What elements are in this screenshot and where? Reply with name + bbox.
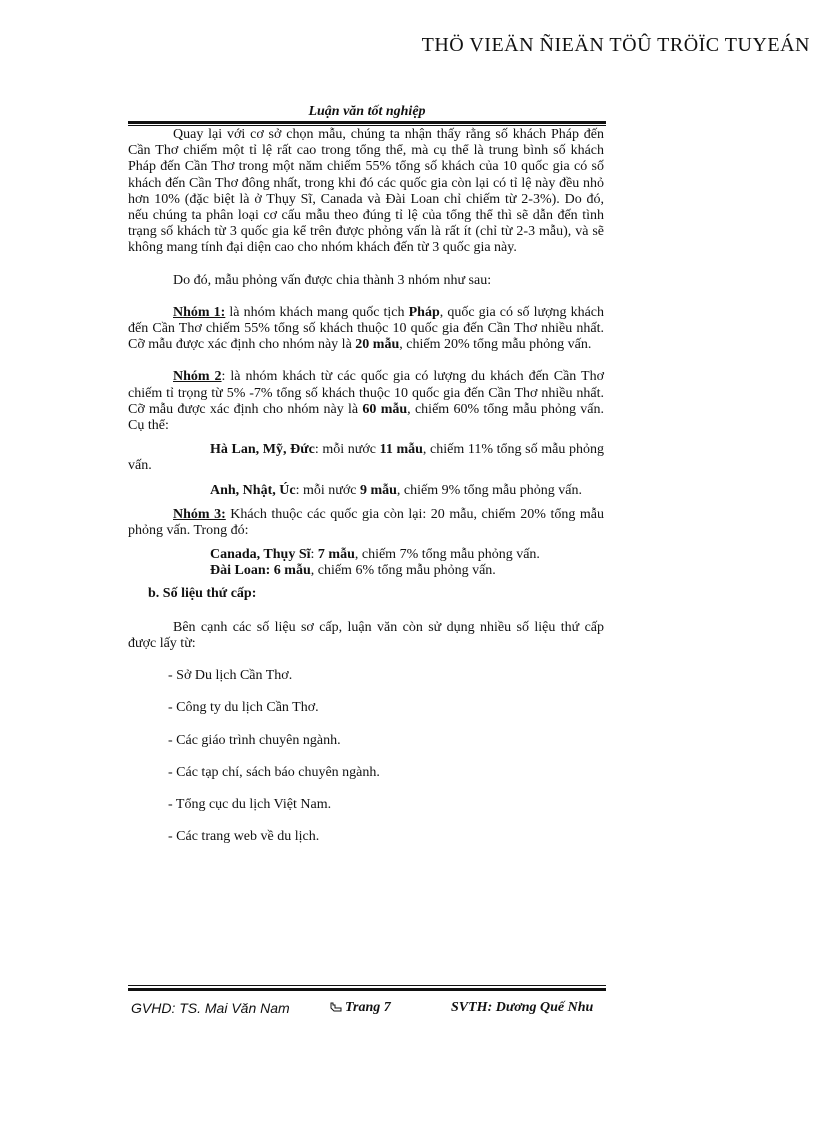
source-list-item: - Các giáo trình chuyên ngành. (168, 732, 341, 748)
source-list-item: - Sở Du lịch Cần Thơ. (168, 668, 293, 684)
group-2-paragraph: Nhóm 2: là nhóm khách từ các quốc gia có lượng du khách đến Cần Thơ chiếm tỉ trọng từ 5% -7% tổng số khách thuộc 10 quốc gia đến Cần Thơ nhiều nhất. Cỡ mẫu được xác định cho nhóm này là 60 mẫu, chiếm 60% tổng mẫu phỏng vấn. Cụ thể: (128, 369, 604, 434)
group-3-detail-1: Canada, Thụy Sĩ: 7 mẫu, chiếm 7% tổng mẫu phỏng vấn. (210, 547, 540, 563)
footer-page-label: Trang 7 (345, 1000, 391, 1015)
group-2-detail-1: Hà Lan, Mỹ, Đức: mỗi nước 11 mẫu, chiếm 11% tổng số mẫu phỏng vấn. (128, 442, 604, 474)
header-rule-thick (128, 121, 606, 124)
group-3-detail-2: Đài Loan: 6 mẫu, chiếm 6% tổng mẫu phỏng vấn. (210, 563, 496, 579)
watermark-text: THÖ VIEÄN ÑIEÄN TÖÛ TRÖÏC TUYEÁN (421, 34, 810, 56)
main-content (128, 127, 604, 846)
header-rule-thin (128, 125, 606, 126)
page-footer (128, 1000, 606, 1020)
group-3-paragraph: Nhóm 3: Khách thuộc các quốc gia còn lại: 20 mẫu, chiếm 20% tổng mẫu phỏng vấn. Trong đó: (128, 506, 604, 539)
footer-rule-thin (128, 985, 606, 986)
source-list-item: - Tổng cục du lịch Việt Nam. (168, 797, 332, 813)
group-2-label: Nhóm 2 (173, 369, 222, 385)
footer-supervisor: GVHD: TS. Mai Văn Nam (131, 1000, 290, 1016)
source-list-item: - Các trang web về du lịch. (168, 829, 320, 845)
group-2-detail-2: Anh, Nhật, Úc: mỗi nước 9 mẫu, chiếm 9% tổng mẫu phỏng vấn. (210, 482, 582, 498)
pointing-hand-icon (330, 1002, 342, 1012)
paragraph-sampling-basis: Quay lại với cơ sở chọn mẫu, chúng ta nhận thấy rằng số khách Pháp đến Cần Thơ chiếm một tỉ lệ rất cao trong tổng thể, mà cụ thể là trung bình số khách Pháp đến Cần Thơ trong một năm chiếm 55% tổng số khách của 10 quốc gia có số khách đến Cần Thơ đông nhất, trong khi đó các quốc gia còn lại có tỉ lệ này đều nhỏ hơn 10% (đặc biệt là ở Thụy Sĩ, Canada và Đài Loan chỉ chiếm từ 2-3%). Do đó, nếu chúng ta phân loại cơ cấu mẫu theo đúng tỉ lệ của tổng thể thì sẽ dẫn đến tình trạng số khách từ 3 quốc gia kể trên được phỏng vấn là rất ít (chỉ từ 2-3 mẫu), và sẽ không mang tính đại diện cao cho nhóm khách đến từ 3 quốc gia này. (128, 127, 604, 256)
group-1-label: Nhóm 1: (173, 304, 226, 320)
source-list-item: - Công ty du lịch Cần Thơ. (168, 700, 319, 716)
section-heading-secondary-data: b. Số liệu thứ cấp: (148, 585, 257, 601)
paragraph-groups-intro: Do đó, mẫu phỏng vấn được chia thành 3 nhóm như sau: (173, 272, 492, 288)
paragraph-secondary-data: Bên cạnh các số liệu sơ cấp, luận văn còn sử dụng nhiều số liệu thứ cấp được lấy từ: (128, 619, 604, 652)
source-list-item: - Các tạp chí, sách báo chuyên ngành. (168, 764, 380, 780)
footer-rule-thick (128, 988, 606, 991)
page-header-title: Luận văn tốt nghiệp (308, 104, 426, 119)
footer-student: SVTH: Dương Quế Nhu (451, 1000, 594, 1015)
group-3-label: Nhóm 3: (173, 506, 226, 522)
footer-page-number (330, 1000, 391, 1016)
group-1-paragraph: Nhóm 1: là nhóm khách mang quốc tịch Pháp, quốc gia có số lượng khách đến Cần Thơ chiếm 55% tổng số khách thuộc 10 quốc gia đến Cần Thơ nhiều nhất. Cỡ mẫu được xác định cho nhóm này là 20 mẫu, chiếm 20% tổng mẫu phỏng vấn. (128, 304, 604, 353)
